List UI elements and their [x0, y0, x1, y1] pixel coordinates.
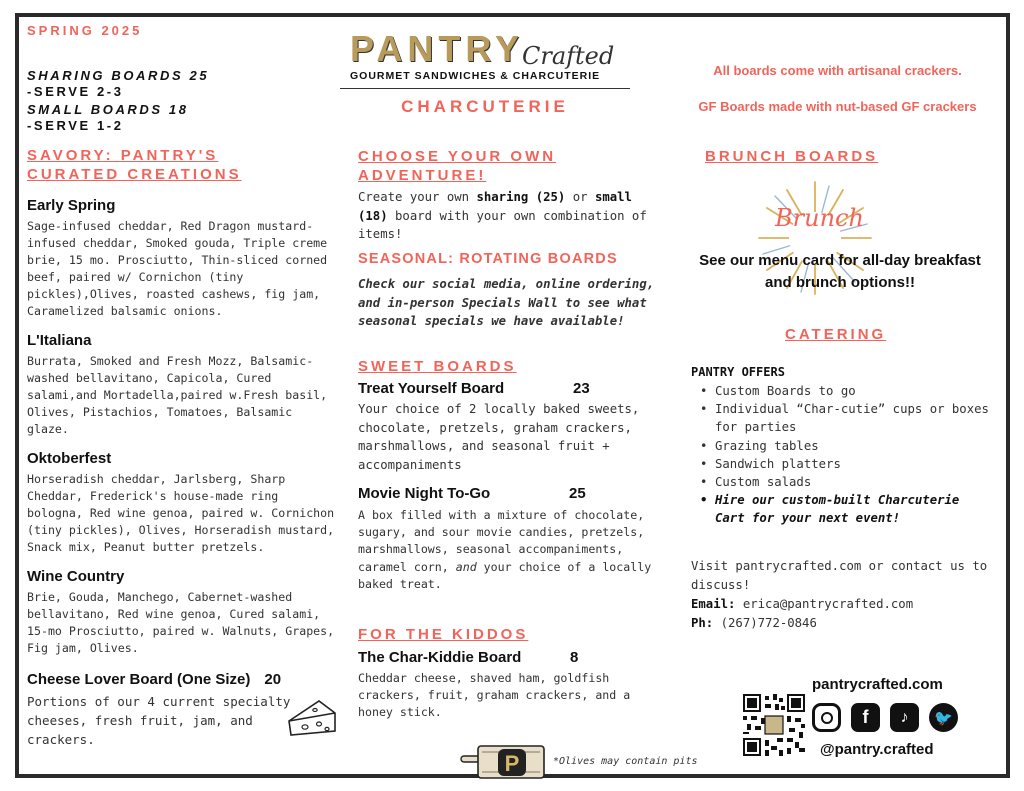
board-early-spring: [27, 197, 339, 320]
choose-text: [358, 188, 668, 244]
phone-label: Ph:: [691, 616, 714, 630]
board-oktoberfest: [27, 450, 339, 556]
choose-header-line2: ADVENTURE!: [358, 167, 487, 184]
list-item: • Custom Boards to go: [691, 382, 991, 400]
cutting-board-logo: [460, 744, 550, 780]
brand-logo: [350, 30, 630, 90]
choose-text-part: board with your own combination of items!: [358, 208, 647, 241]
social-icons-row: [812, 703, 958, 732]
offers-title: PANTRY OFFERS: [691, 365, 785, 379]
sharing-boards-serves: -SERVE 2-3: [27, 84, 124, 99]
item-title-row: [358, 649, 668, 666]
contact-visit: Visit pantrycrafted.com or contact us to discuss!: [691, 559, 988, 592]
board-price: 20: [264, 671, 282, 688]
small-boards-serves: -SERVE 1-2: [27, 118, 124, 133]
item-title-row: [358, 380, 668, 397]
catering-header: CATERING: [785, 326, 887, 343]
brunch-header: BRUNCH BOARDS: [705, 148, 879, 165]
item-price: 25: [569, 485, 586, 502]
board-wine-country: [27, 568, 339, 657]
board-desc: Horseradish cheddar, Jarlsberg, Sharp Cheddar, Frederick's house-made ring bologna, Red wine genoa, paired w. Cornichon (tiny pickles), Olives, Horseradish mustard, Snack mix, Peanut butter pretzels.: [27, 472, 335, 554]
brunch-script: Brunch: [775, 204, 864, 232]
small-boards-price: SMALL BOARDS 18: [27, 102, 189, 117]
choose-sharing-option: sharing (25): [476, 190, 566, 204]
item-price: 8: [570, 649, 579, 666]
sweet-header: SWEET BOARDS: [358, 358, 517, 375]
board-name: Cheese Lover Board (One Size): [27, 671, 251, 688]
list-item: • Grazing tables: [691, 437, 991, 455]
item-price: 23: [573, 380, 590, 397]
board-name: Early Spring: [27, 197, 116, 214]
cheese-lover-title-row: [27, 671, 339, 688]
savory-header-line1: SAVORY: PANTRY'S: [27, 147, 219, 164]
cheese-wedge-icon: [285, 695, 339, 741]
item-desc-and: and: [455, 559, 477, 574]
item-name: The Char-Kiddie Board: [358, 649, 522, 666]
phone-number[interactable]: (267)772-0846: [720, 616, 817, 630]
email-label: Email:: [691, 597, 736, 611]
social-handle[interactable]: @pantry.crafted: [820, 741, 934, 758]
brand-tagline: GOURMET SANDWICHES & CHARCUTERIE: [350, 70, 601, 82]
board-desc: Sage-infused cheddar, Red Dragon mustard-infused cheddar, Smoked gouda, Triple creme brie, 15 mo. Prosciutto, Thin-sliced corned beef, paired w/ Cornichon (tiny pickles),Olives, roasted cashews, fig jam, Caramelized balsamic onions.: [27, 219, 328, 318]
tiktok-icon[interactable]: ♪: [890, 703, 919, 732]
brunch-text: See our menu card for all-day breakfast and brunch options!!: [699, 252, 981, 291]
board-name: L'Italiana: [27, 332, 92, 349]
item-title-row: [358, 485, 668, 502]
list-item: • Sandwich platters: [691, 455, 991, 473]
board-litaliana: [27, 332, 339, 438]
qr-code[interactable]: [743, 694, 805, 756]
brand-script: Crafted: [522, 42, 615, 70]
board-name: Oktoberfest: [27, 450, 112, 467]
board-desc: Brie, Gouda, Manchego, Cabernet-washed bellavitano, Red wine genoa, Cured salami, 15-mo Prosciutto, paired w. Walnuts, Grapes, Fig jam, Olives.: [27, 590, 335, 655]
website-link[interactable]: pantrycrafted.com: [812, 676, 943, 693]
facebook-icon[interactable]: f: [851, 703, 880, 732]
item-name: Treat Yourself Board: [358, 380, 505, 397]
board-desc: Burrata, Smoked and Fresh Mozz, Balsamic-washed bellavitano, Capicola, Cured salami,and Mortadella,paired w.Fresh basil, Olives, Pistachios, Tomatoes, Balsamic glaze.: [27, 354, 328, 436]
olives-footnote: *Olives may contain pits: [553, 756, 698, 767]
instagram-icon[interactable]: [812, 703, 841, 732]
choose-header: [358, 147, 556, 185]
sweet-item-treat-yourself: [358, 380, 668, 474]
brand-name: PANTRY: [350, 28, 524, 69]
item-desc: Cheddar cheese, shaved ham, goldfish crackers, fruit, graham crackers, and a honey stick.: [358, 671, 631, 719]
sharing-boards-price: SHARING BOARDS 25: [27, 68, 210, 83]
list-item: • Individual “Char-cutie” cups or boxes for parties: [691, 400, 991, 436]
sweet-item-movie-night: [358, 485, 668, 593]
item-name: Movie Night To-Go: [358, 485, 491, 502]
choose-header-line1: CHOOSE YOUR OWN: [358, 148, 557, 165]
contact-email-row: [691, 595, 991, 614]
item-desc: [358, 507, 668, 593]
list-item: • Custom salads: [691, 473, 991, 491]
board-desc: Portions of our 4 current specialty cheeses, fresh fruit, jam, and crackers.: [27, 694, 291, 747]
contact-phone-row: [691, 614, 991, 633]
season-label: SPRING 2025: [27, 23, 143, 38]
savory-header-line2: CURATED CREATIONS: [27, 166, 242, 183]
kiddie-board: [358, 649, 668, 721]
item-desc-part: A box filled with a mixture of chocolate, sugary, and sour movie candies, pretzels, marshmallows, seasonal accompaniments, caramel corn,: [358, 508, 645, 574]
crackers-note: All boards come with artisanal crackers.: [713, 63, 962, 78]
contact-block: [691, 557, 991, 633]
pricing-info: [27, 68, 209, 134]
twitter-icon[interactable]: 🐦: [929, 703, 958, 732]
section-title: CHARCUTERIE: [401, 97, 569, 116]
seasonal-header: SEASONAL: ROTATING BOARDS: [358, 251, 618, 267]
kiddos-header: FOR THE KIDDOS: [358, 626, 529, 643]
board-name: Wine Country: [27, 568, 125, 585]
savory-header: [27, 146, 242, 184]
email-link[interactable]: erica@pantrycrafted.com: [742, 597, 914, 611]
choose-text-part: Create your own: [358, 190, 477, 204]
svg-text:P: P: [504, 751, 520, 776]
list-item: • Hire our custom-built Charcuterie Cart for your next event!: [691, 491, 991, 527]
choose-text-part: or: [565, 190, 595, 204]
item-desc: Your choice of 2 locally baked sweets, chocolate, pretzels, graham crackers, marshmallows, and seasonal fruit + accompaniments: [358, 402, 640, 472]
gf-note: GF Boards made with nut-based GF crackers: [698, 99, 977, 114]
logo-divider: [340, 88, 630, 89]
item-desc-part: your choice of a locally baked treat.: [358, 559, 652, 591]
choose-small-option: small (18): [358, 190, 632, 223]
catering-offers-list: [691, 382, 991, 528]
seasonal-desc: Check our social media, online ordering, and in-person Specials Wall to see what seasonal specials we have available!: [358, 277, 655, 328]
savory-board-list: [27, 197, 339, 657]
